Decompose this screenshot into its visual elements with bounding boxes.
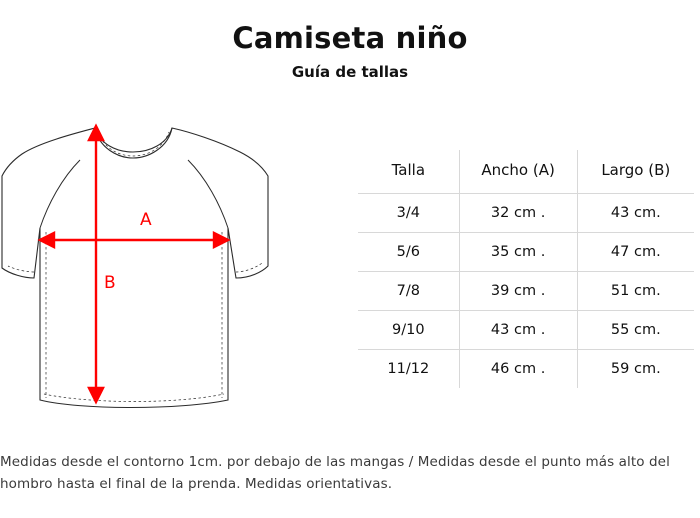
- column-header-ancho: Ancho (A): [459, 150, 577, 194]
- measure-label-b: B: [104, 273, 116, 293]
- table-row: [358, 311, 694, 350]
- footnote: [0, 452, 700, 495]
- size-table: [358, 150, 694, 388]
- cell-talla: 9/10: [358, 311, 459, 350]
- cell-ancho: 35 cm .: [459, 233, 577, 272]
- cell-largo: 59 cm.: [610, 361, 661, 377]
- table-row: [358, 272, 694, 311]
- cell-ancho: 39 cm .: [459, 272, 577, 311]
- cell-talla: 7/8: [358, 272, 459, 311]
- cell-talla: 5/6: [358, 233, 459, 272]
- table-row: [358, 233, 694, 272]
- cell-talla: 11/12: [358, 350, 459, 389]
- cell-largo: 51 cm.: [577, 272, 694, 311]
- table-row: [358, 350, 694, 389]
- measure-label-a: A: [140, 210, 152, 230]
- size-table-wrapper: [358, 150, 694, 388]
- footnote-line-1: Medidas desde el contorno 1cm. por debajo de las mangas / Medidas desde el punto más alto del: [0, 454, 670, 470]
- cell-ancho: 32 cm .: [459, 194, 577, 233]
- header: [0, 22, 700, 81]
- cell-largo: 47 cm.: [577, 233, 694, 272]
- cell-ancho: 43 cm .: [459, 311, 577, 350]
- cell-largo: 43 cm.: [577, 194, 694, 233]
- column-header-talla: Talla: [358, 150, 459, 194]
- table-header-row: [358, 150, 694, 194]
- page-subtitle: Guía de tallas: [291, 63, 409, 82]
- footnote-line-2: hombro hasta el final de la prenda. Medidas orientativas.: [0, 475, 393, 492]
- table-row: [358, 194, 694, 233]
- cell-largo: 55 cm.: [577, 311, 694, 350]
- cell-talla: 3/4: [358, 194, 459, 233]
- tshirt-diagram: [0, 108, 330, 428]
- column-header-largo: Largo (B): [577, 150, 694, 194]
- page-title: Camiseta niño: [232, 21, 468, 55]
- cell-ancho: 46 cm .: [459, 350, 577, 389]
